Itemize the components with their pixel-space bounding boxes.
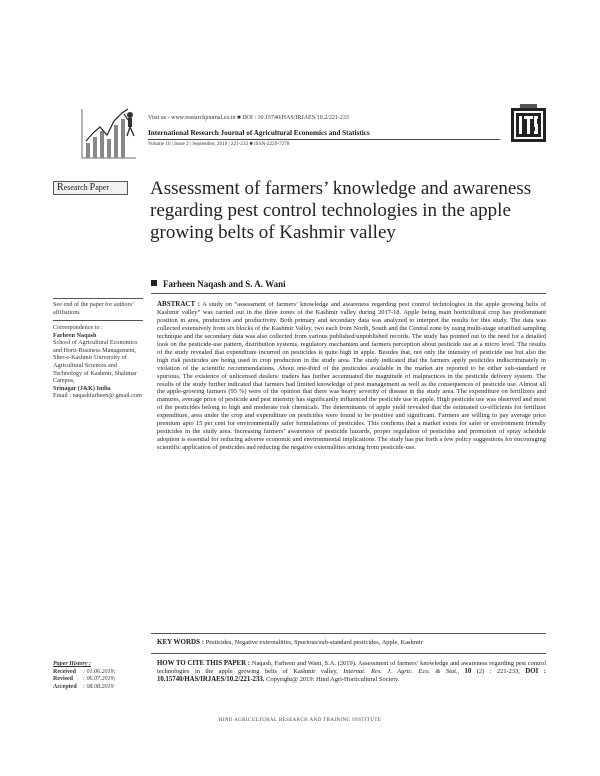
- author-rule: [151, 293, 546, 294]
- tag-initial-p: P: [89, 182, 96, 193]
- history-row: [53, 676, 145, 684]
- history-label: Revised: [53, 676, 73, 683]
- journal-emblem-logo: [510, 104, 547, 144]
- tag-word-2: aper: [95, 183, 109, 192]
- article-type-tag: [53, 181, 128, 195]
- citation-doi[interactable]: DOI : 10.15740/HAS/IRJAES/10.2/221-233.: [157, 668, 546, 683]
- keywords-label: KEY WORDS :: [157, 638, 205, 646]
- history-heading: Paper History :: [53, 661, 91, 667]
- journal-graph-logo: [78, 103, 140, 163]
- author-bullet: [151, 280, 157, 286]
- issn: ISSN-2229-7278: [253, 141, 290, 147]
- page-footer: HIND AGRICULTURAL RESEARCH AND TRAINING INSTITUTE: [218, 718, 382, 723]
- author-line: [151, 279, 286, 289]
- correspondence-name: Farheen Naqash: [53, 331, 97, 339]
- paper-title: Assessment of farmers’ knowledge and awareness regarding pest control technologies in the apple growing belts of Kashmir valley: [150, 178, 532, 243]
- correspondence-label: Correspondence to :: [53, 324, 103, 331]
- sidebar-rule-top: [53, 298, 143, 299]
- author-names: Farheen Naqash and S. A. Wani: [163, 279, 286, 289]
- website-link[interactable]: Visit us - www.researchjournal.co.in: [148, 115, 236, 121]
- citation-volume: 10: [464, 668, 472, 675]
- affiliation-note: See end of the paper for authors’ affiliations: [53, 301, 134, 316]
- abstract-label: ABSTRACT :: [157, 300, 200, 308]
- sidebar-rule-mid: [53, 320, 143, 321]
- history-row: [53, 684, 145, 692]
- history-row: [53, 669, 145, 677]
- citation-journal: Internat. Res. J. Agric. Eco. & Stat.,: [343, 668, 460, 675]
- correspondence-address: School of Agricultural Economics and Horti-Business Management, Sher-e-Kashmir University of Agricultural Sciences and Technology of Kashmir, Shalimar Campus,: [53, 339, 138, 385]
- correspondence-block: [53, 324, 143, 400]
- volume-info: Volume 10 | Issue 2 | September, 2019 | 221-233: [148, 141, 249, 147]
- history-label: Accepted: [53, 683, 77, 690]
- citation-pages: (2) : 221-233,: [476, 668, 520, 675]
- keywords-rule-top: [151, 633, 546, 634]
- correspondence-email[interactable]: Email : naqashfarheen@ gmail.com: [53, 392, 142, 400]
- header-rule: [148, 139, 500, 140]
- issn-separator: ■: [249, 141, 253, 147]
- tag-word-1: esearch: [63, 183, 90, 192]
- volume-line: [148, 141, 289, 147]
- journal-name: International Research Journal of Agricultural Economics and Statistics: [148, 129, 370, 137]
- keywords-block: [157, 638, 546, 647]
- abstract-text: A study on “assessment of farmers’ knowledge and awareness regarding pest control technologies in the apple growing belts of Kashmir valley” was carried out in the three zones of the Kashmir valley during 2017-18. Apple being main horticultural crop has predominant position in area, production and productivity. Both primary and secondary data was analyzed to interpret the results for this study. The data was collected extensively from six blocks of the Kashmir Valley, two each from North, South and the Central zone by using multi-stage stratified sampling technique and the secondary data was also collected from various published/unpublished records. The study has pointed out to the need for a detailed look on the pesticide-use pattern, distribution systems, regulatory mechanism and farmers perception about pesticide use at a micro level. The results of the study revealed that expenditure incurred on pesticides is quite high in apple. Besides that, not only the intensity of pesticide use but also the high risk pesticides are being used in crop production in the study area. The study indicated that the farmers apply pesticides indiscriminately in violation of the scientific recommendations. About one-third of the pesticides available in the market are reported to be either sub-standard or spurious. The existence of unlicensed dealers/ traders has further accentuated the magnitude of malpractices in the pesticide delivery system. The results of the study further indicated that farmers had limited knowledge of pest management as well as the consequences of pesticide use. Almost all the apple-growing farmers (95 %) were of the opinion that there was heavy severity of disease in the study area. The expenditure on fertilizers and manures, average price of pesticide and pest intensity has significantly influenced the pesticide use in apple. High pesticide use was observed and most of the pesticides belong to high and moderate risk chemicals. The determinants of apple yield revealed that the estimated co-efficients for fertilizer expenditure, area under the crop and expenditure on pesticides were found to be positive and significant. Farmers are willing to pay average price premium upto 15 per cent for environmentally safer formulations of pesticides. This confirms that a market exists for safer or environment friendly pesticides in the study area. Increasing farmers’ awareness of pesticide hazards, proper regulation of pesticides and promotion of spray schedule adoption is essential for reducing adverse economic and environmental implications. The study has put forth a few policy suggestions for encouraging scientific application of pesticides and reducing the negative externalities arising from pesticide-use.: [157, 301, 546, 452]
- history-date: : 08.08.2019: [83, 683, 114, 690]
- history-date: : 06.07.2019;: [83, 676, 116, 683]
- citation-copyright: Copyright@ 2019: Hind Agri-Horticultural Society.: [266, 676, 400, 683]
- paper-history: [53, 661, 145, 691]
- history-date: : 01.06.2019;: [83, 668, 116, 675]
- abstract-block: [157, 301, 546, 452]
- doi-separator: ■: [237, 115, 241, 121]
- keywords-rule-bottom: [151, 653, 546, 654]
- header-doi: DOI : 10.15740/HAS/IRJAES/10.2/221-233: [242, 115, 349, 121]
- header-visit-line: [148, 115, 349, 121]
- keywords-text: Pesticides, Negative externalities, Spurious/sub-standard pesticides, Apple, Kashmir: [205, 639, 423, 646]
- citation-label: HOW TO CITE THIS PAPER :: [157, 660, 251, 667]
- citation-block: [157, 660, 546, 684]
- citation-text: Naqash, Farheen and Wani, S.A. (2019). Assessment of farmers’ knowledge and awareness regarding pest control technologies in the apple growing belts of Kashmir valley.: [157, 660, 547, 675]
- correspondence-city: Srinagar (J&K) India: [53, 384, 111, 392]
- history-label: Received: [53, 668, 76, 675]
- tag-initial-r: R: [57, 182, 64, 193]
